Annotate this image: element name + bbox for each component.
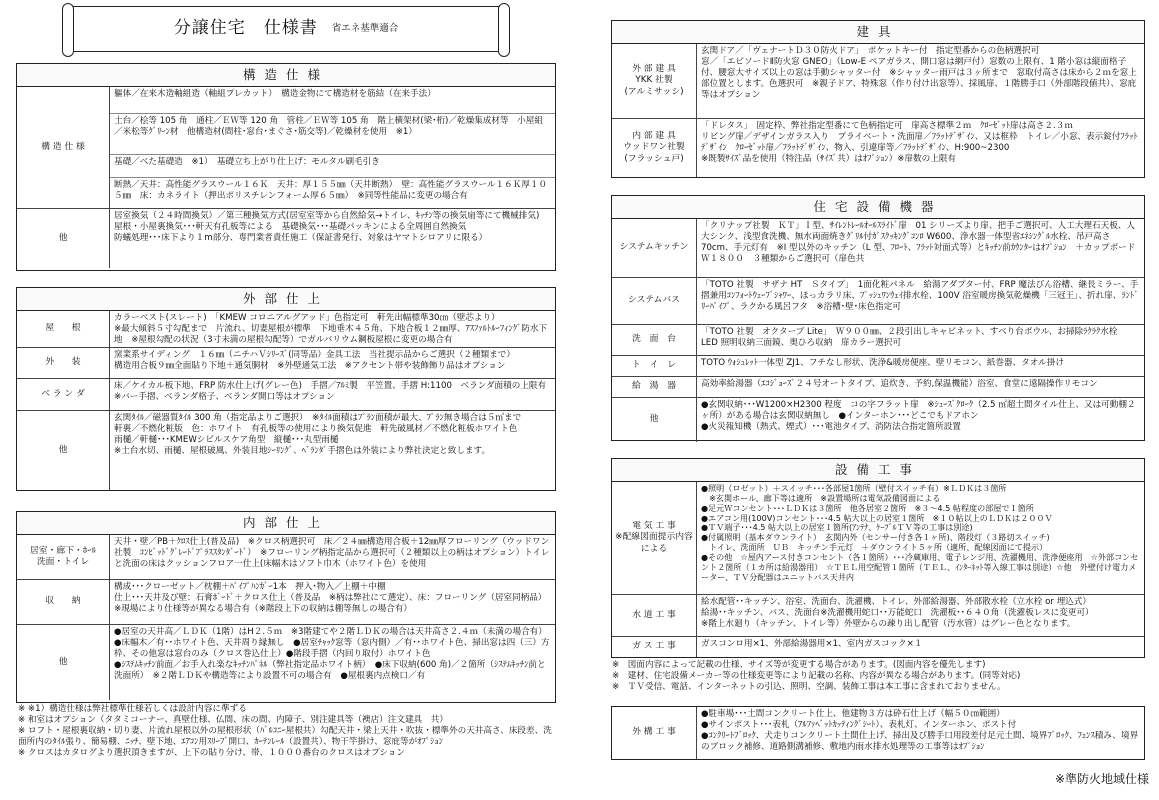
kitchen-cell: 「クリナップ社製 ＫＴ」Ｉ型、ｻｲﾚﾝﾄﾚｰﾙｵｰﾙｽﾗｲﾄﾞ扉 01 シリーズより扉、把手ご選択可、人工大理石天板、人大シンク、浅型食洗機、無水両面焼きｸﾞﾘﾙ付ｶﾞｽｸｯｷﾝｸﾞｺﾝﾛ W600、浄水器一体型省ｴﾈｼﾝｸﾞﾙ水栓、吊戸高さ 70cm、手元灯有 ※I 型以外のキッチン（L 型、ﾌﾛｰﾄ、ﾌﾗｯﾄ対面式等）とｷｯﾁﾝ前ｶｳﾝﾀｰはｵﾌﾟｼｮﾝ ＋カップボードＷ１８００ ３種類からご選択可（扉色共	[701, 221, 1136, 264]
exterior-works-cell: ●駐車場･･･土間コンクリート仕上、他建物３方は砕石仕上げ（幅５０㎝範囲） ●サインポスト･･･表札（ｱﾙﾌｧﾍﾞｯﾄｶｯﾃｨﾝｸﾞｼｰﾄ）、表札灯、インターホン、ポスト付 ●ｺﾝｸﾘｰﾄﾌﾞﾛｯｸ、犬走りコンクリート土間仕上げ、掃出及び勝手口用段差付足元土間、境界ﾌﾞﾛｯｸ、ﾌｪﾝｽ積み、境界のブロック補修、道路側溝補修、敷地内雨水排水処理等の工事等はｵﾌﾟｼｮﾝ	[701, 709, 1139, 752]
equipment-row-other	[612, 398, 1144, 442]
utilities-row-water	[612, 595, 1144, 637]
interior-row-rooms	[17, 535, 555, 580]
storage-cell: 構成･･･クローゼット／枕棚＋ﾊﾟｲﾌﾟﾊﾝｶﾞｰ1本 押入･物入／上棚＋中棚 仕上･･･天井及び壁：石膏ﾎﾞｰﾄﾞ＋クロス仕上（普及品 ※柄は弊社にて選定）、床：フローリング（居室同柄品）※現場により仕様等が異なる場合有（※階段上下の収納は棚等無しの場合有）	[114, 582, 547, 614]
equipment-other-cell: ●玄関収納･･･W1200×H2300 程度 コの字フラット扉 ※ｼｭｰｽﾞｸﾛｰｸ（2.5 ㎡超土間タイル仕上、又は可動棚２ヶ所）がある場合は玄関収納無し ●インターホン･･･どこでもドアホン ●火災報知機（熱式、煙式）･･･電池タイプ、消防法合指定箇所設置	[701, 400, 1136, 432]
fittings-section	[611, 20, 1145, 178]
gas-label: ガ ス 工 事	[612, 637, 697, 657]
structure-section	[16, 63, 556, 271]
structure-ventilation-cell: 居室換気（２４時間換気）／第三種換気方式(居室室等から自然給気→トイレ、ｷｯﾁﾝ等の換気扇等にて機械排気) 屋根・小屋裏換気･･･軒天有孔板等による 基礎換気･･･基礎パッキンによる全周囲自然換気 防蟻処理･･･床下より１m部分、専門業者責任施工（保証書発行、対象はヤマトシロアリに限る）	[114, 211, 540, 243]
exterior-other-label: 他	[17, 411, 110, 491]
bath-label: システムバス	[612, 278, 697, 324]
toilet-cell: TOTO ｳｫｼｭﾚｯﾄ一体型 ZJ1、フチなし形状、洗浄&暖房便座、壁リモコン、紙巻器、タオル掛け	[701, 358, 1065, 368]
roof-cell: カラーベスト(スレート) 「KMEW コロニアルグアッド」色指定可 軒先出幅標準30㎝（壁芯より） ※最大傾斜５寸勾配まで 片流れ、切妻屋根が標準 下地垂木４５角、下地合板１２㎜厚、ｱｽﾌｧﾙﾄﾙｰﾌｨﾝｸﾞ防水下地 ※屋根勾配の状況（3寸未満の屋根勾配等）でガルバリウム鋼板屋根に変更の場合有	[114, 313, 548, 345]
equipment-row-kitchen	[612, 219, 1144, 278]
veranda-label: ベ ラ ン ダ	[17, 379, 110, 410]
exterior-row-siding	[17, 348, 555, 379]
exterior-other-cell: 玄関ﾀｲﾙ／磁器質ﾀｲﾙ 300 角（指定品よりご選択） ※ﾀｲﾙ面積はﾌﾟﾗﾝ面積が最大、ﾌﾟﾗﾝ無き場合は５㎡まで 軒裏／不燃化粧版 色：ホワイト 有孔板等の使用により換気促進 軒先破風材／不燃化粧板ホワイト色 雨樋／軒樋･･･KMEWシビルスケア角型 縦樋･･･丸型雨樋 ※土台水切、雨樋、屋根破風、外装目地ｼｰﾘﾝｸﾞ、ﾍﾞﾗﾝﾀﾞ手摺色は外装により弊社決定と致します。	[114, 413, 522, 456]
exterior-row-roof	[17, 311, 555, 348]
fittings-row-interior	[612, 119, 1144, 177]
interior-other-label: 他	[17, 625, 110, 700]
siding-label: 外 装	[17, 348, 110, 378]
structure-members-cell: 土台／桧等 105 角 通柱／ＥＷ等 120 角 管柱／ＥＷ等 105 角 階上横架材(梁･桁)／乾燥集成材等 小屋組／米松等ｸﾞﾘｰﾝ材 他構造材(間柱･窓台･まぐさ･筋交等)／乾燥材を使用 ※1）	[110, 114, 555, 155]
page-title: 分譲住宅 仕様書	[173, 18, 318, 39]
structure-foundation-cell: 基礎／べた基礎造 ※1） 基礎立ち上がり仕上げ：モルタル刷毛引き	[110, 155, 555, 178]
bath-cell: 「TOTO 社製 サザナ HT Ｓタイプ」 1面化粧パネル 給湯アダプター付、FRP 魔法びん浴槽、継長ミラー、手摺兼用ｺﾝﾌｫｰﾄｳｪｰﾌﾞｼｬﾜｰ、ほっカラリ床、ﾌﾟｯｼｭﾜﾝｳｪｲ排水栓、100V 浴室暖房換気乾燥機「三冠王」、折れ扉、ﾗﾝﾄﾞﾘｰﾊﾟｲﾌﾟ、ラクかる風呂フタ ※浴槽･壁･床色指定可	[701, 280, 1139, 312]
vanity-cell: 「TOTO 社製 オクターブ Lite」 Ｗ９００㎜、２段引出しキャビネット、すべり台ボウル、お掃除ﾗｸﾗｸ水栓 LED 照明収納三面鏡、奥ひろ収納 扉カラー選択可	[701, 327, 1127, 348]
exterior-row-veranda	[17, 379, 555, 411]
water-heater-label: 給 湯 器	[612, 377, 697, 397]
kitchen-label: システムキッチン	[612, 219, 697, 277]
page-subtitle: 省エネ基準適合	[331, 22, 399, 34]
siding-cell: 窯業系サイディング １６㎜（ニチハＶｼﾘｰｽﾞ(同等品）金具工法 当社提示品からご選択（２種類まで） 構造用合板９㎜全面貼り下地＋通気胴材 ※外壁通気工法 ※アクセント帯や装飾飾り品はオプション	[114, 350, 515, 371]
exterior-section	[16, 287, 556, 491]
electric-cell: ●照明（ロゼット）＋スイッチ･･･各部屋1箇所（壁付スイッチ有）※ＬＤＫは３箇所 ※玄関ホール、廊下等は適所 ※設置場所は電気設備図面による ●足元Ｗコンセント･･･ＬＤＫは３箇所 他各居室２箇所 ※３～4.5 帖程度の部屋で１箇所 ●エアコン用(100V)コンセント･･･4.5 帖大以上の居室１箇所 ※１０帖以上のＬＤＫは２００Ｖ ●ＴＶ端子･･･4.5 帖大以上の居室１箇所(ｱﾝﾃﾅ、ｹｰﾌﾞﾙＴＶ等の工事は別途) ●付属照明（基本ダウンライト） 玄関内外（センサー付き各１ヶ所)、階段灯（３路切スイッチ) トイレ、洗面所 ＵＢ キッチン手元灯 ＋ダウンライト５ヶ所（適所、配線図面にて提示） ●その他 ☆屋内アース付きコンセント（各１箇所）･･･冷蔵庫用、電子レンジ用、洗濯機用、洗浄便座用 ☆外部コンセント２箇所（１カ所は給湯器用） ☆ＴＥＬ用空配管１箇所（ＴＥＬ、ｲﾝﾀｰﾈｯﾄ等入線工事は別途）☆他 外壁付け電力メーター、ＴＶ分配器はユニットバス天井内	[701, 483, 1139, 582]
rooms-cell: 天井・壁／PB＋ｸﾛｽ仕上(普及品) ※クロス柄選択可 床／２４㎜構造用合板＋12㎜厚フローリング（ウッドワン社製 ｺﾝﾋﾞｯﾄﾞｸﾞﾚｰﾄﾞﾌﾟﾗｽｽﾀﾝﾀﾞｰﾄﾞ） ※フローリング柄指定品から選択可（２種類以上の柄はオプション）トイレと洗面の床はクッションフロア一仕上(床幅木はソフト巾木（ホワイト色）を使用	[114, 537, 550, 569]
interior-fittings-label: 内 部 建 具 ウッドワン社製 (フラッシュ戸)	[612, 119, 697, 177]
structure-other-label: 他	[17, 209, 110, 268]
structure-frame-cell: 軀体／在来木造軸組造（軸組プレカット） 構造金物にて構造材を筋結（在来手法）	[110, 87, 555, 114]
structure-row-label: 構 造 仕 様	[17, 87, 110, 208]
water-heater-cell: 高効率給湯器（ｴｺｼﾞｮｰｽﾞ２４号オートタイプ、追炊き、予約,保温機能）浴室、食堂に遠隔操作リモコン	[701, 379, 1098, 389]
roof-label: 屋 根	[17, 311, 110, 347]
water-label: 水 道 工 事	[612, 595, 697, 636]
title-banner	[70, 6, 502, 52]
exterior-works-row	[612, 707, 1144, 759]
exterior-row-other	[17, 411, 555, 491]
equipment-other-label: 他	[612, 398, 697, 442]
utilities-notes: ※ 図面内容によって記載の仕様、サイズ等が変更する場合があります。(図面内容を優先します) ※ 建材、住宅設備メーカー等の仕様変更等により記載の名称、内容が異なる場合があります。(同等対応) ※ ＴＶ受信、電話、インターネットの引込、照明、空調、装飾工事は本工事に含まれておりません。	[612, 660, 1021, 692]
utilities-row-gas	[612, 637, 1144, 657]
equipment-section	[611, 195, 1145, 441]
fittings-row-exterior	[612, 44, 1144, 119]
equipment-row-bath	[612, 278, 1144, 325]
structure-row-other	[17, 209, 555, 268]
interior-other-cell: ●居室の天井高／ＬＤＫ（1階）はH２.５ｍ ※3階建てや２階ＬＤＫの場合は天井高さ２.４ｍ（未満の場合有） ●床幅木／有･･ホワイト色、天井周り縁無し ●居室ﾁｬｯｸ窓等（窓内側）／有･･ホワイト色、掃出窓は四（三）方枠、その他窓は窓台のみ（クロス巻込仕上）●階段手摺（内回り取付）ホワイト色 ●ｼｽﾃﾑｷｯﾁﾝ前面／お手入れ楽なｷｯﾁﾝﾊﾟﾈﾙ（弊社指定品ホワイト柄） ●床下収納(600 角)／２箇所（ｼｽﾃﾑｷｯﾁﾝ前と洗面所） ※２階ＬＤＫや構造等により設置不可の場合有 ●屋根裏内点検口／有	[114, 627, 550, 681]
equipment-heading: 住宅設備機器	[612, 196, 1144, 219]
structure-heading: 構造仕様	[17, 64, 555, 87]
interior-row-other	[17, 625, 555, 700]
interior-notes: ※ ※1）構造仕様は弊社標準仕様若しくは設計内容に準ずる ※ 和室はオプション（タタミコーナー、真壁仕様、仏間、床の間、内障子、別注建具等（襖店）注文建具 共） ※ ロフト・屋根裏収納・切り妻、片流れ屋根以外の屋根形状（ﾊﾞﾙｺﾆｰ屋根共）勾配天井・梁上天井・吹抜・標準外の天井高さ、床段差、洗面所内のﾀｲﾙ張り、簡易棚、ﾆｯﾁ、壁下地、ｴｱｺﾝ用ｽﾘｰﾌﾞ開口、ｶｰﾃﾝﾚｰﾙ（設置共）、物干竿掛け、窓庇等がｵﾌﾟｼｮﾝ ※ クロスはカタログより選択頂きますが、上下の貼り分け、帯、１０００番台のクロスはオプション	[18, 704, 552, 758]
water-cell: 給水配管･･キッチン、浴室、洗面台、洗濯機、トイレ、外部給湯器、外部散水栓（立水栓 or 埋込式） 給湯･･キッチン、バス、洗面台※洗濯機用蛇口･･万能蛇口 洗濯板･･６４０角（洗濯板レスに変更可） ※階上水廻り（キッチン、トイレ等）外壁からの疎り出し配管（汚水管）はグレー色となります。	[701, 597, 1094, 629]
equipment-row-vanity	[612, 325, 1144, 356]
interior-heading: 内部仕上	[17, 512, 555, 535]
exterior-fittings-cell: 玄関ドア／「ヴェナートＤ３０防火ドア」 ポケットキー付 指定型番からの色柄選択可 窓／「エピソードⅡ防火窓 GNEO」（Low-E ペアガラス、開口窓は網戸付）窓数の上限有、1 階小窓は縦面格子付、腰窓大サイズ以上の窓は手動シャッター付 ※シャッター雨戸は３ヶ所まで 窓取付高さは床から２ｍを窓上部位置とします。色選択可 ※親子ドア、特殊窓（作り付け出窓等）、採風扉、１階勝手口（外部階段値共）、窓庇等はオプション	[701, 46, 1137, 100]
exterior-works-label: 外 構 工 事	[612, 707, 697, 759]
utilities-section	[611, 458, 1145, 658]
equipment-row-heater	[612, 377, 1144, 398]
utilities-heading: 設備工事	[612, 459, 1144, 482]
fittings-heading: 建具	[612, 21, 1144, 44]
fire-zone-note: ※準防火地域仕様	[1054, 772, 1149, 786]
storage-label: 収 納	[17, 580, 110, 624]
toilet-label: ト イ レ	[612, 356, 697, 376]
interior-fittings-cell: 「ドレタス」 固定枠、弊社指定型番にて色柄指定可 扉高さ標準２ｍ ｸﾛｰｾﾞｯﾄ扉は高さ２.３ｍ リビング扉／デザインガラス入り プライベート・洗面扉／ﾌﾗｯﾄﾃﾞｻﾞｲﾝ、又は框枠 トイレ／小窓、表示錠付ﾌﾗｯﾄﾃﾞｻﾞｲﾝ ｸﾛｰｾﾞｯﾄ扉／ﾌﾗｯﾄﾃﾞｻﾞｲﾝ、物入、引違扉等／ﾌﾗｯﾄﾃﾞｻﾞｲﾝ、H:900~2300 ※既製ｻｲｽﾞ品を使用（特注品（ｻｲｽﾞ共）はｵﾌﾟｼｮﾝ）※扉数の上限有	[701, 121, 1138, 164]
utilities-row-electric	[612, 482, 1144, 595]
equipment-row-toilet	[612, 356, 1144, 377]
veranda-cell: 床／ケイカル板下地、FRP 防水仕上げ(グレー色) 手摺／ｱﾙﾐ製 平笠置、手摺 H:1100 ベランダ面積の上限有 ※バー手摺、ベランダ格子、ベランダ開口等はオプション	[114, 381, 555, 402]
exterior-heading: 外部仕上	[17, 288, 555, 311]
interior-section	[16, 511, 556, 703]
exterior-fittings-label: 外 部 建 具 YKK 社製 (アルミサッシ)	[612, 44, 697, 118]
electric-label: 電 気 工 事 ※配線図面提示内容による	[612, 482, 697, 594]
structure-row-main	[17, 87, 555, 209]
interior-row-storage	[17, 580, 555, 625]
structure-insulation-cell: 断熱／天井：高性能グラスウール１６Ｋ 天井：厚１５５㎜（天井断熱） 壁：高性能グラスウール１６Ｋ厚１０５㎜ 床：カネライト（押出ポリスチレンフォーム厚６５㎜） ※同等性能品に変更の場合有	[114, 180, 548, 201]
gas-cell: ガスコンロ用×1、外部給湯器用×1、室内ガスコック×１	[701, 639, 923, 649]
rooms-label: 居室・廊下・ﾎｰﾙ 洗面・トイレ	[17, 535, 110, 579]
exterior-works-section	[611, 706, 1145, 760]
vanity-label: 洗 面 台	[612, 325, 697, 355]
